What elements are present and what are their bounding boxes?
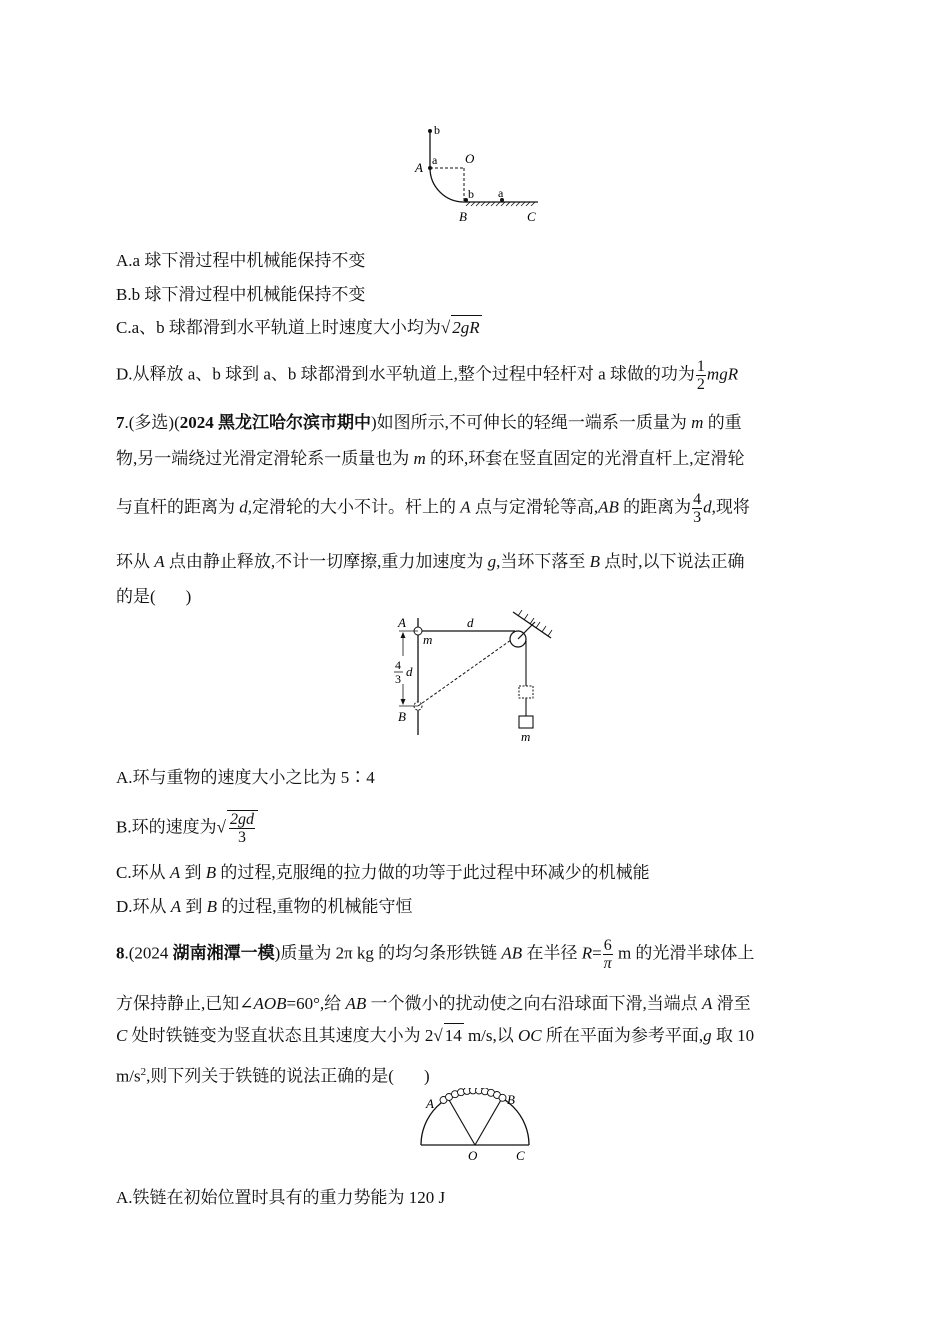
radical-14: 14 [444, 1023, 464, 1048]
label-A: A [426, 1096, 434, 1111]
figure-q7-pulley [385, 610, 560, 745]
label-frac-den: 3 [395, 672, 401, 686]
q8-source: 湖南湘潭一模 [172, 943, 275, 963]
label-d-side: d [406, 664, 413, 679]
fraction-4-3: $\frac{4}{3}$ [693, 491, 702, 526]
q7-option-a[interactable]: A.环与重物的速度大小之比为 5∶4 [116, 768, 375, 787]
q6-option-a[interactable]: A.a 球下滑过程中机械能保持不变 [116, 251, 366, 270]
figure-q6-track [410, 122, 545, 228]
q7-stem-line3: 与直杆的距离为 d,定滑轮的大小不计。杆上的 A 点与定滑轮等高,AB 的距离为 $\frac{4}{3}$ d,现将 [116, 491, 750, 526]
q7-stem-line2: 物,另一端绕过光滑定滑轮系一质量也为 m 的环,环套在竖直固定的光滑直杆上,定滑轮 [116, 449, 745, 468]
label-m-weight: m [521, 729, 531, 744]
label-C: C [516, 1148, 525, 1163]
label-A: A [398, 615, 406, 630]
label-A: A [415, 160, 423, 175]
radical-2gR: 2gR [451, 315, 481, 340]
q7-source: 2024 黑龙江哈尔滨市期中 [179, 413, 371, 432]
q7-option-b[interactable]: B.环的速度为√ $\frac{2gd}{3}$ [116, 810, 258, 846]
label-B: B [398, 709, 406, 724]
label-b-ball: b [468, 187, 474, 201]
label-a-floor: a [498, 186, 504, 200]
q7-option-c[interactable]: C.环从 A 到 B 的过程,克服绳的拉力做的功等于此过程中环减少的机械能 [116, 863, 650, 882]
label-B: B [459, 209, 467, 224]
q6-option-b[interactable]: B.b 球下滑过程中机械能保持不变 [116, 285, 366, 304]
q8-stem-line2: 方保持静止,已知∠AOB=60°,给 AB 一个微小的扰动使之向右沿球面下滑,当端点 A 滑至 [116, 994, 751, 1013]
label-C: C [527, 209, 536, 224]
label-O: O [465, 151, 475, 166]
radical-2gd-3: $\frac{2gd}{3}$ [227, 810, 258, 846]
label-b-top: b [434, 123, 440, 137]
label-B: B [507, 1092, 515, 1107]
fraction-6-pi: $\frac{6}{\pi}$ [603, 937, 612, 972]
figure-q8-hemisphere [415, 1088, 545, 1166]
q7-stem-line1: 7.(多选)(2024 黑龙江哈尔滨市期中)如图所示,不可伸长的轻绳一端系一质量为 m 的重 [116, 413, 742, 432]
q8-option-a[interactable]: A.铁链在初始位置时具有的重力势能为 120 J [116, 1188, 446, 1207]
q7-option-d[interactable]: D.环从 A 到 B 的过程,重物的机械能守恒 [116, 897, 413, 916]
q8-stem-line1: 8.(2024 湖南湘潭一模)质量为 2π kg 的均匀条形铁链 AB 在半径 R= $\frac{6}{\pi}$ m 的光滑半球体上 [116, 937, 755, 972]
q6-option-d[interactable]: D.从释放 a、b 球到 a、b 球都滑到水平轨道上,整个过程中轻杆对 a 球做的功为 $\frac{1}{2}$ mgR [116, 358, 739, 393]
q7-stem-line4: 环从 A 点由静止释放,不计一切摩擦,重力加速度为 g,当环下落至 B 点时,以下说法正确 [116, 552, 745, 571]
label-m-ring: m [423, 632, 433, 647]
label-a-ball: a [432, 153, 438, 167]
label-O: O [468, 1148, 478, 1163]
fraction-half: $\frac{1}{2}$ [696, 358, 705, 393]
q6-option-c[interactable]: C.a、b 球都滑到水平轨道上时速度大小均为√ 2gR [116, 315, 482, 340]
q7-stem-line5: 的是( ) [116, 587, 192, 606]
q8-stem-line3: C 处时铁链变为竖直状态且其速度大小为 2√ 14 m/s,以 OC 所在平面为参考平面,g 取 10 [116, 1023, 754, 1048]
q8-stem-line4: $m/s^2$,则下列关于铁链的说法正确的是( ) [116, 1066, 430, 1086]
label-frac-num: 4 [395, 658, 401, 672]
label-d: d [467, 615, 474, 630]
